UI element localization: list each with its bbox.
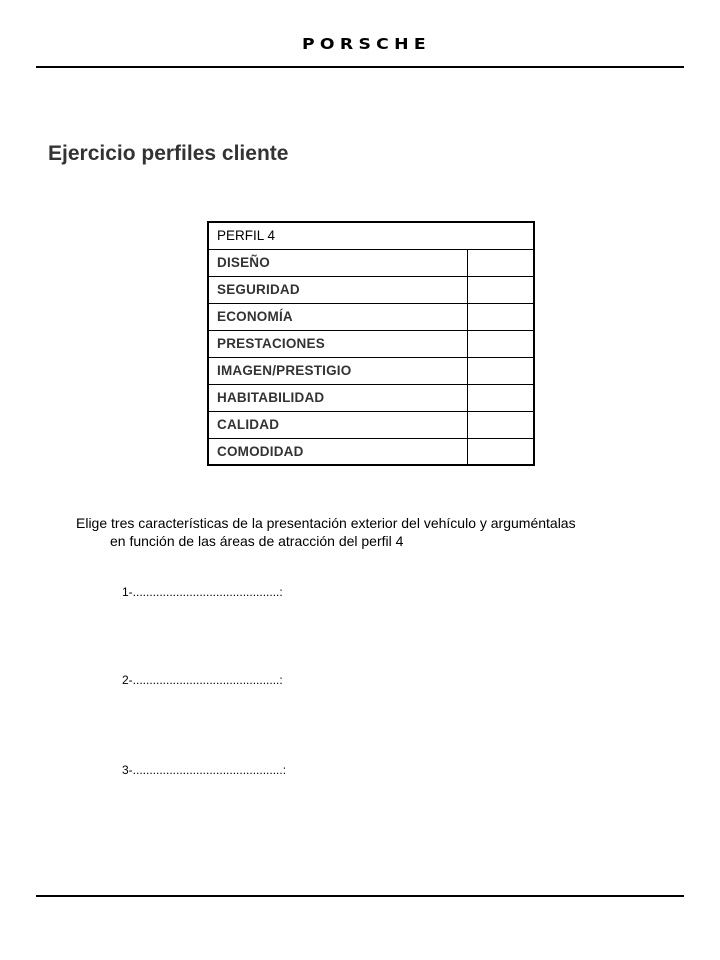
table-row	[208, 384, 534, 411]
footer-divider	[36, 895, 684, 897]
table-row	[208, 249, 534, 276]
row-label-habitabilidad: HABITABILIDAD	[208, 384, 468, 411]
row-value-imagen-prestigio[interactable]	[468, 357, 534, 384]
row-label-comodidad: COMODIDAD	[208, 438, 468, 465]
table-row	[208, 411, 534, 438]
row-value-habitabilidad[interactable]	[468, 384, 534, 411]
porsche-logo	[302, 36, 464, 52]
row-label-prestaciones: PRESTACIONES	[208, 330, 468, 357]
table-row	[208, 357, 534, 384]
row-value-seguridad[interactable]	[468, 276, 534, 303]
row-label-imagen-prestigio: IMAGEN/PRESTIGIO	[208, 357, 468, 384]
instruction-line-1: Elige tres características de la presentación exterior del vehículo y arguméntalas	[76, 515, 576, 531]
page-title: Ejercicio perfiles cliente	[48, 142, 289, 165]
table-row	[208, 438, 534, 465]
row-value-diseno[interactable]	[468, 249, 534, 276]
answer-line-2[interactable]: 2-............................................:	[122, 673, 283, 687]
profile-header: PERFIL 4	[208, 222, 534, 249]
header-divider	[36, 66, 684, 68]
table-row	[208, 330, 534, 357]
row-value-economia[interactable]	[468, 303, 534, 330]
row-label-seguridad: SEGURIDAD	[208, 276, 468, 303]
answer-line-3[interactable]: 3-.............................................:	[122, 763, 287, 777]
table-row	[208, 303, 534, 330]
answer-line-1[interactable]: 1-............................................:	[122, 585, 283, 599]
instruction-line-2: en función de las áreas de atracción del perfil 4	[110, 533, 404, 549]
table-row	[208, 276, 534, 303]
row-value-prestaciones[interactable]	[468, 330, 534, 357]
row-value-comodidad[interactable]	[468, 438, 534, 465]
profile-table	[207, 221, 535, 466]
row-value-calidad[interactable]	[468, 411, 534, 438]
instruction-text	[76, 514, 666, 550]
row-label-calidad: CALIDAD	[208, 411, 468, 438]
row-label-economia: ECONOMÍA	[208, 303, 468, 330]
logo-wordmark: PORSCHE	[302, 35, 431, 53]
row-label-diseno: DISEÑO	[208, 249, 468, 276]
table-header-row	[208, 222, 534, 249]
